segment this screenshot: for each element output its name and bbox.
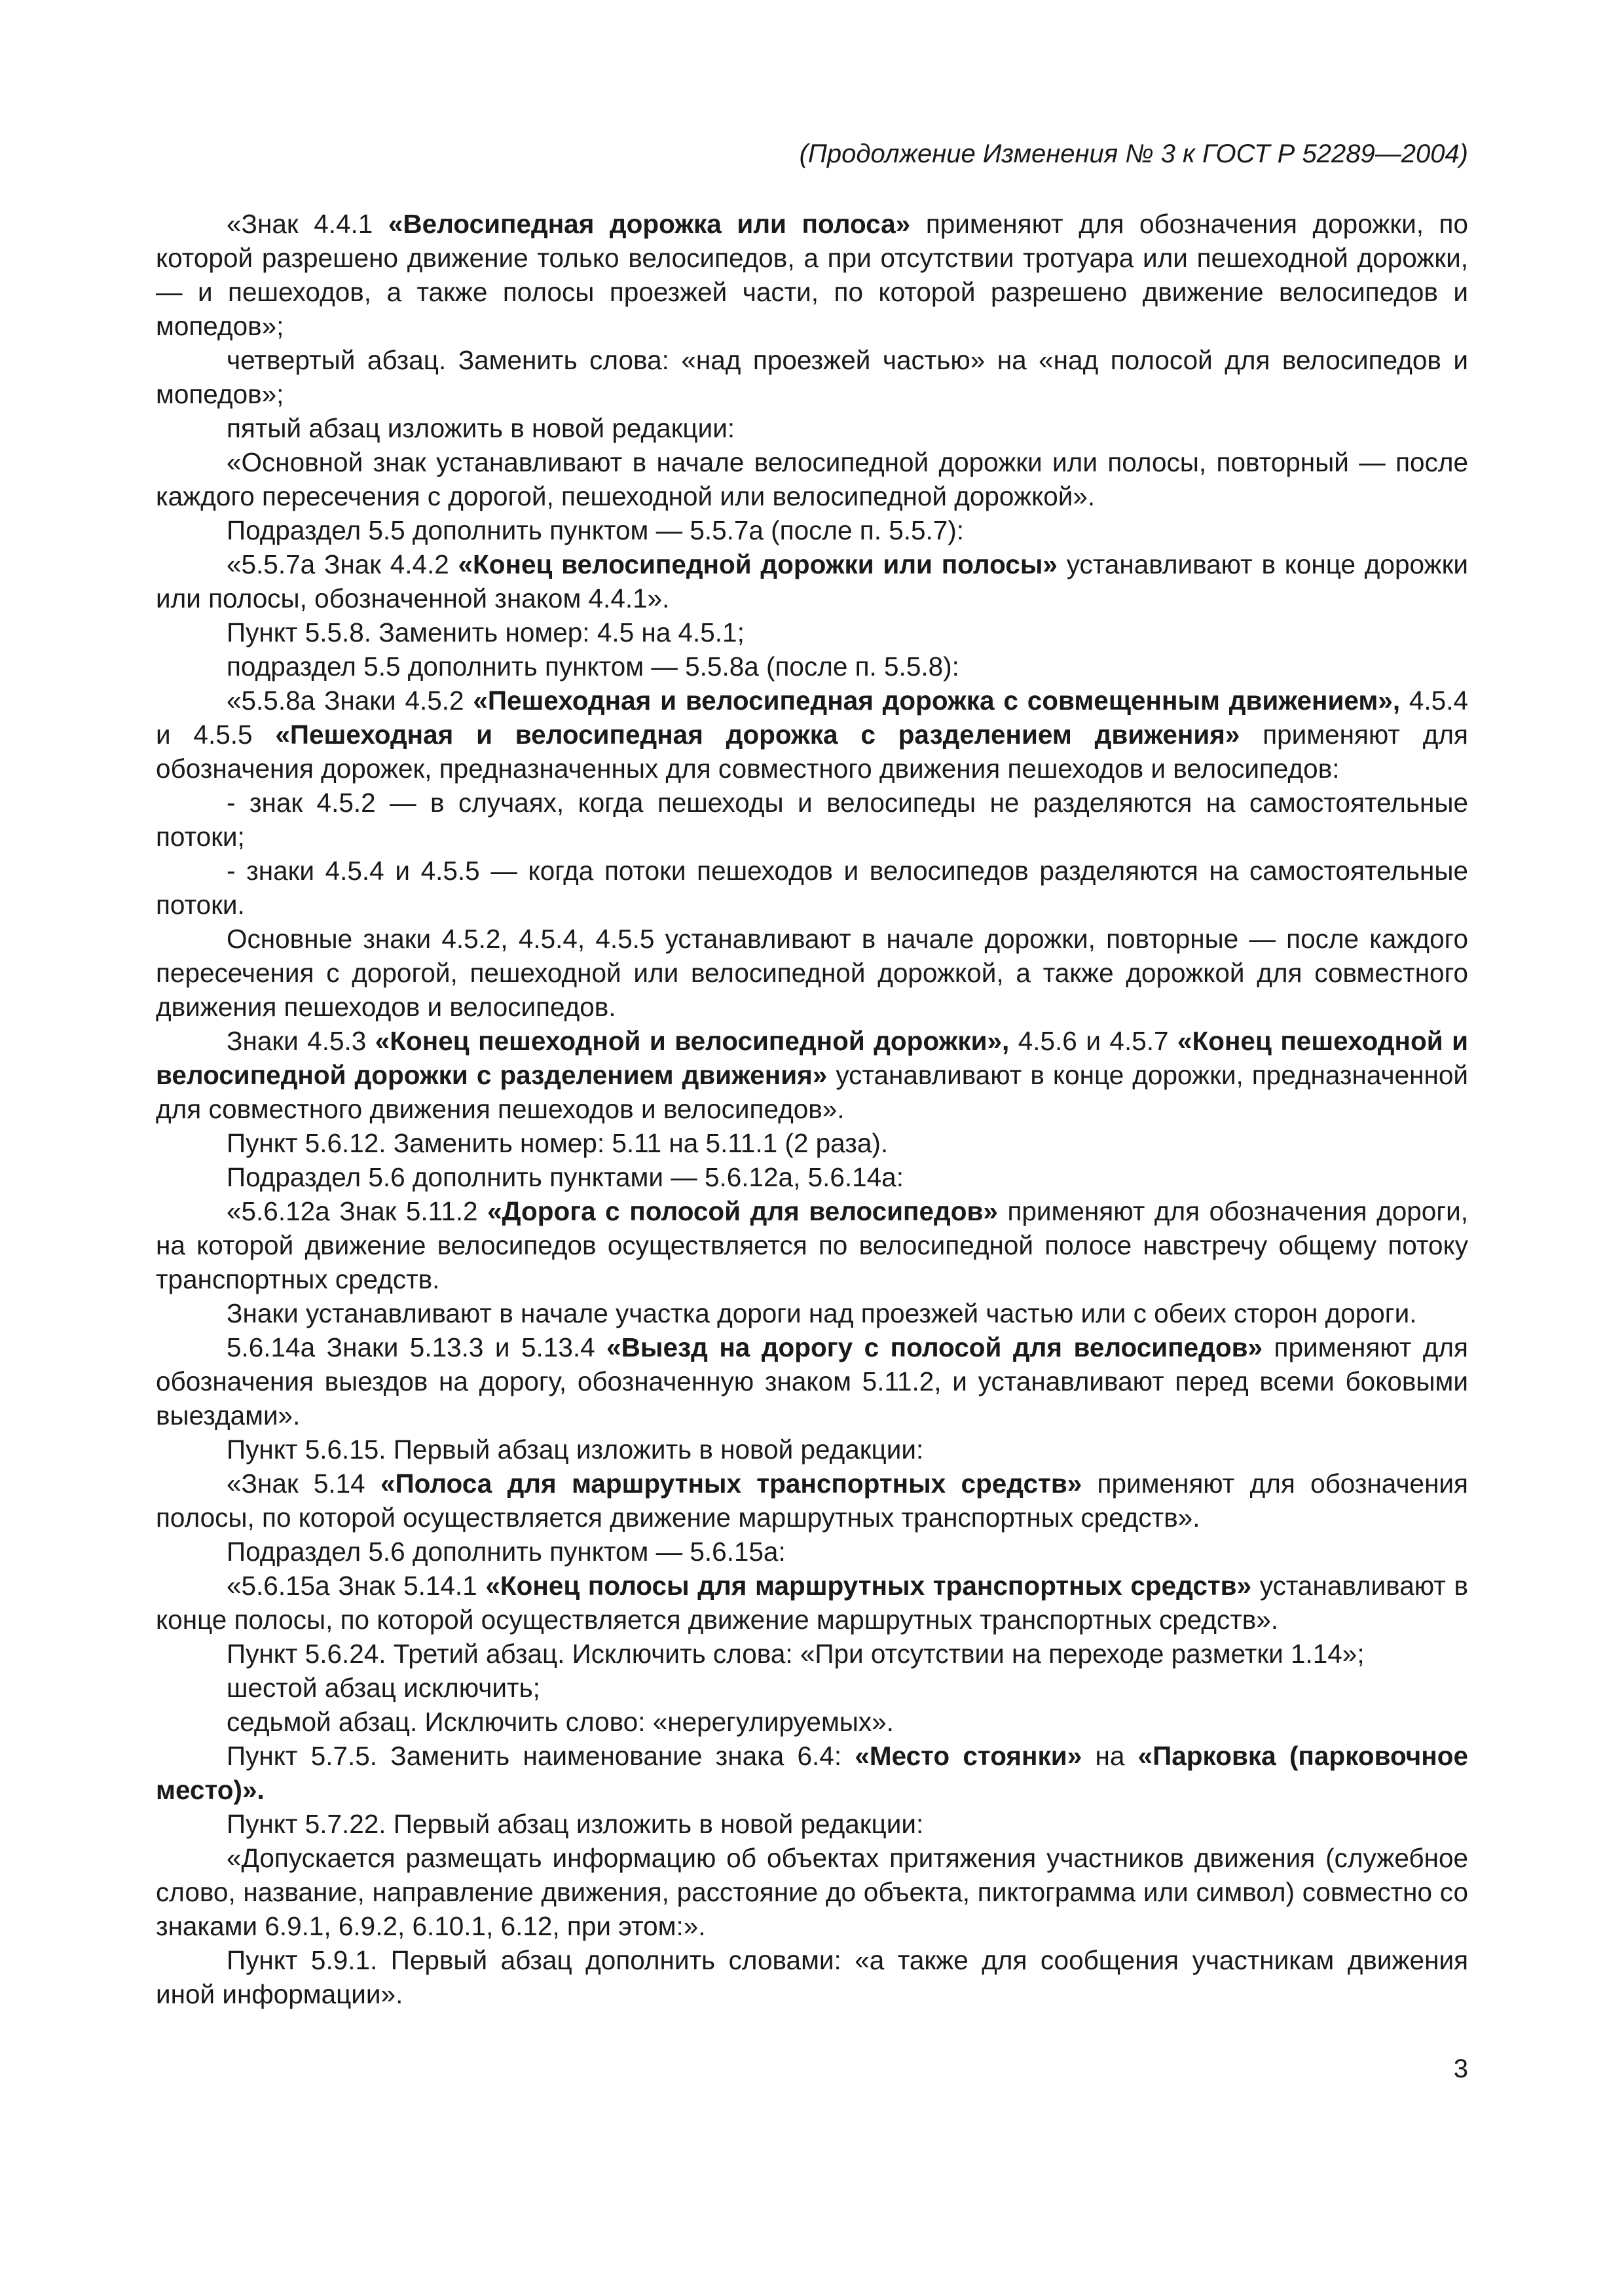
page-number: 3 [1453, 2054, 1468, 2083]
text-segment: устанавливают в конце дорожки, предназначенной для совместного движения пешеходов и велосипедов». [156, 1060, 1468, 1124]
bold-sign-name: «Конец пешеходной и велосипедной дорожки с разделением движения» [156, 1026, 1468, 1090]
paragraph [156, 513, 1468, 547]
bold-sign-name: «Выезд на дорогу с полосой для велосипедов» [606, 1332, 1263, 1362]
text-segment: «5.5.8а Знаки 4.5.2 [227, 685, 473, 716]
bold-sign-name: «Парковка (парковочное место)». [156, 1741, 1468, 1805]
text-segment: - знак 4.5.2 — в случаях, когда пешеходы и велосипеды не разделяются на самостоятельные потоки; [156, 788, 1468, 852]
text-segment: шестой абзац исключить; [227, 1673, 540, 1703]
text-segment: Знаки устанавливают в начале участка дороги над проезжей частью или с обеих сторон дороги. [227, 1298, 1417, 1328]
text-segment: применяют для обозначения дороги, на которой движение велосипедов осуществляется по велосипедной полосе навстречу общему потоку транспортных средств. [156, 1196, 1468, 1294]
paragraph [156, 683, 1468, 786]
text-segment: устанавливают в конце дорожки или полосы, обозначенной знаком 4.4.1». [156, 549, 1468, 613]
bold-sign-name: «Полоса для маршрутных транспортных средств» [380, 1468, 1082, 1499]
page-header: (Продолжение Изменения № 3 к ГОСТ Р 52289—2004) [799, 139, 1468, 168]
text-segment: «5.5.7а Знак 4.4.2 [227, 549, 458, 579]
text-segment: Пункт 5.6.12. Заменить номер: 5.11 на 5.11.1 (2 раза). [227, 1128, 889, 1158]
paragraph [156, 922, 1468, 1024]
bold-sign-name: «Дорога с полосой для велосипедов» [487, 1196, 998, 1226]
paragraph [156, 1330, 1468, 1432]
bold-sign-name: «Конец велосипедной дорожки или полосы» [458, 549, 1058, 579]
paragraph [156, 411, 1468, 445]
text-segment: 5.6.14а Знаки 5.13.3 и 5.13.4 [227, 1332, 607, 1362]
text-segment: Пункт 5.7.5. Заменить наименование знака 6.4: [227, 1741, 855, 1771]
text-segment: устанавливают в конце полосы, по которой осуществляется движение маршрутных транспортных средств». [156, 1571, 1468, 1635]
paragraph [156, 1705, 1468, 1739]
paragraph [156, 649, 1468, 683]
paragraph [156, 1296, 1468, 1330]
text-segment: применяют для обозначения дорожек, предназначенных для совместного движения пешеходов и велосипедов: [156, 720, 1468, 784]
paragraph [156, 207, 1468, 343]
text-segment: пятый абзац изложить в новой редакции: [227, 413, 735, 443]
text-segment: Пункт 5.7.22. Первый абзац изложить в новой редакции: [227, 1809, 924, 1839]
text-segment: Пункт 5.9.1. Первый абзац дополнить словами: «а также для сообщения участникам движения иной информации». [156, 1945, 1468, 2009]
bold-sign-name: «Пешеходная и велосипедная дорожка с разделением движения» [275, 720, 1240, 750]
paragraph [156, 445, 1468, 513]
text-segment: Пункт 5.6.15. Первый абзац изложить в новой редакции: [227, 1434, 924, 1465]
text-segment: применяют для обозначения дорожки, по которой разрешено движение только велосипедов, а при отсутствии тротуара или пешеходной дорожки, — и пешеходов, а также полосы проезжей части, по которой разрешено движение велосипедов и мопедов»; [156, 209, 1469, 341]
text-segment: 4.5.6 и 4.5.7 [1009, 1026, 1177, 1056]
text-segment: седьмой абзац. Исключить слово: «нерегулируемых». [227, 1707, 894, 1737]
paragraph [156, 343, 1468, 411]
bold-sign-name: «Конец полосы для маршрутных транспортных средств» [485, 1571, 1252, 1601]
text-segment: на [1082, 1741, 1138, 1771]
bold-sign-name: «Велосипедная дорожка или полоса» [388, 209, 911, 239]
text-segment: Подраздел 5.6 дополнить пунктом — 5.6.15а: [227, 1537, 786, 1567]
text-segment: четвертый абзац. Заменить слова: «над проезжей частью» на «над полосой для велосипедов и мопедов»; [156, 345, 1468, 409]
paragraph [156, 1739, 1468, 1807]
paragraph [156, 1841, 1468, 1943]
text-segment: «5.6.12а Знак 5.11.2 [227, 1196, 488, 1226]
text-segment: Пункт 5.5.8. Заменить номер: 4.5 на 4.5.1; [227, 617, 745, 647]
paragraph [156, 1671, 1468, 1705]
paragraph [156, 1126, 1468, 1160]
paragraph [156, 786, 1468, 854]
text-segment: Подраздел 5.6 дополнить пунктами — 5.6.12а, 5.6.14а: [227, 1162, 904, 1192]
text-segment: Подраздел 5.5 дополнить пунктом — 5.5.7а (после п. 5.5.7): [227, 515, 965, 545]
text-segment: «Допускается размещать информацию об объектах притяжения участников движения (служебное слово, название, направление движения, расстояние до объекта, пиктограмма или символ) совместно со знаками 6.9.1, 6.9.2, 6.10.1, 6.12, при этом:». [156, 1843, 1468, 1941]
text-segment: «Знак 4.4.1 [227, 209, 388, 239]
bold-sign-name: «Пешеходная и велосипедная дорожка с совмещенным движением», [473, 685, 1401, 716]
paragraph [156, 547, 1468, 615]
paragraph [156, 1637, 1468, 1671]
paragraph [156, 1467, 1468, 1535]
paragraph [156, 615, 1468, 649]
paragraph [156, 1569, 1468, 1637]
text-segment: Основные знаки 4.5.2, 4.5.4, 4.5.5 устанавливают в начале дорожки, повторные — после каждого пересечения с дорогой, пешеходной или велосипедной дорожкой, а также дорожкой для совместного движения пешеходов и велосипедов. [156, 924, 1468, 1022]
text-segment: применяют для обозначения полосы, по которой осуществляется движение маршрутных транспортных средств». [156, 1468, 1468, 1533]
text-segment: «5.6.15а Знак 5.14.1 [227, 1571, 486, 1601]
text-segment: Пункт 5.6.24. Третий абзац. Исключить слова: «При отсутствии на переходе разметки 1.14»; [227, 1639, 1365, 1669]
text-segment: - знаки 4.5.4 и 4.5.5 — когда потоки пешеходов и велосипедов разделяются на самостоятельные потоки. [156, 856, 1468, 920]
paragraph [156, 1807, 1468, 1841]
text-segment: «Знак 5.14 [227, 1468, 380, 1499]
bold-sign-name: «Конец пешеходной и велосипедной дорожки», [375, 1026, 1010, 1056]
paragraph [156, 1160, 1468, 1194]
paragraph [156, 1943, 1468, 2011]
text-segment: подраздел 5.5 дополнить пунктом — 5.5.8а (после п. 5.5.8): [227, 651, 959, 682]
text-segment: применяют для обозначения выездов на дорогу, обозначенную знаком 5.11.2, и устанавливают перед всеми боковыми выездами». [156, 1332, 1468, 1430]
paragraph [156, 1024, 1468, 1126]
text-segment: 4.5.4 и 4.5.5 [156, 685, 1468, 750]
paragraph [156, 854, 1468, 922]
document-body [156, 207, 1468, 2011]
text-segment: «Основной знак устанавливают в начале велосипедной дорожки или полосы, повторный — после каждого пересечения с дорогой, пешеходной или велосипедной дорожкой». [156, 447, 1468, 511]
paragraph [156, 1535, 1468, 1569]
paragraph [156, 1194, 1468, 1296]
text-segment: Знаки 4.5.3 [227, 1026, 375, 1056]
paragraph [156, 1432, 1468, 1467]
bold-sign-name: «Место стоянки» [855, 1741, 1082, 1771]
